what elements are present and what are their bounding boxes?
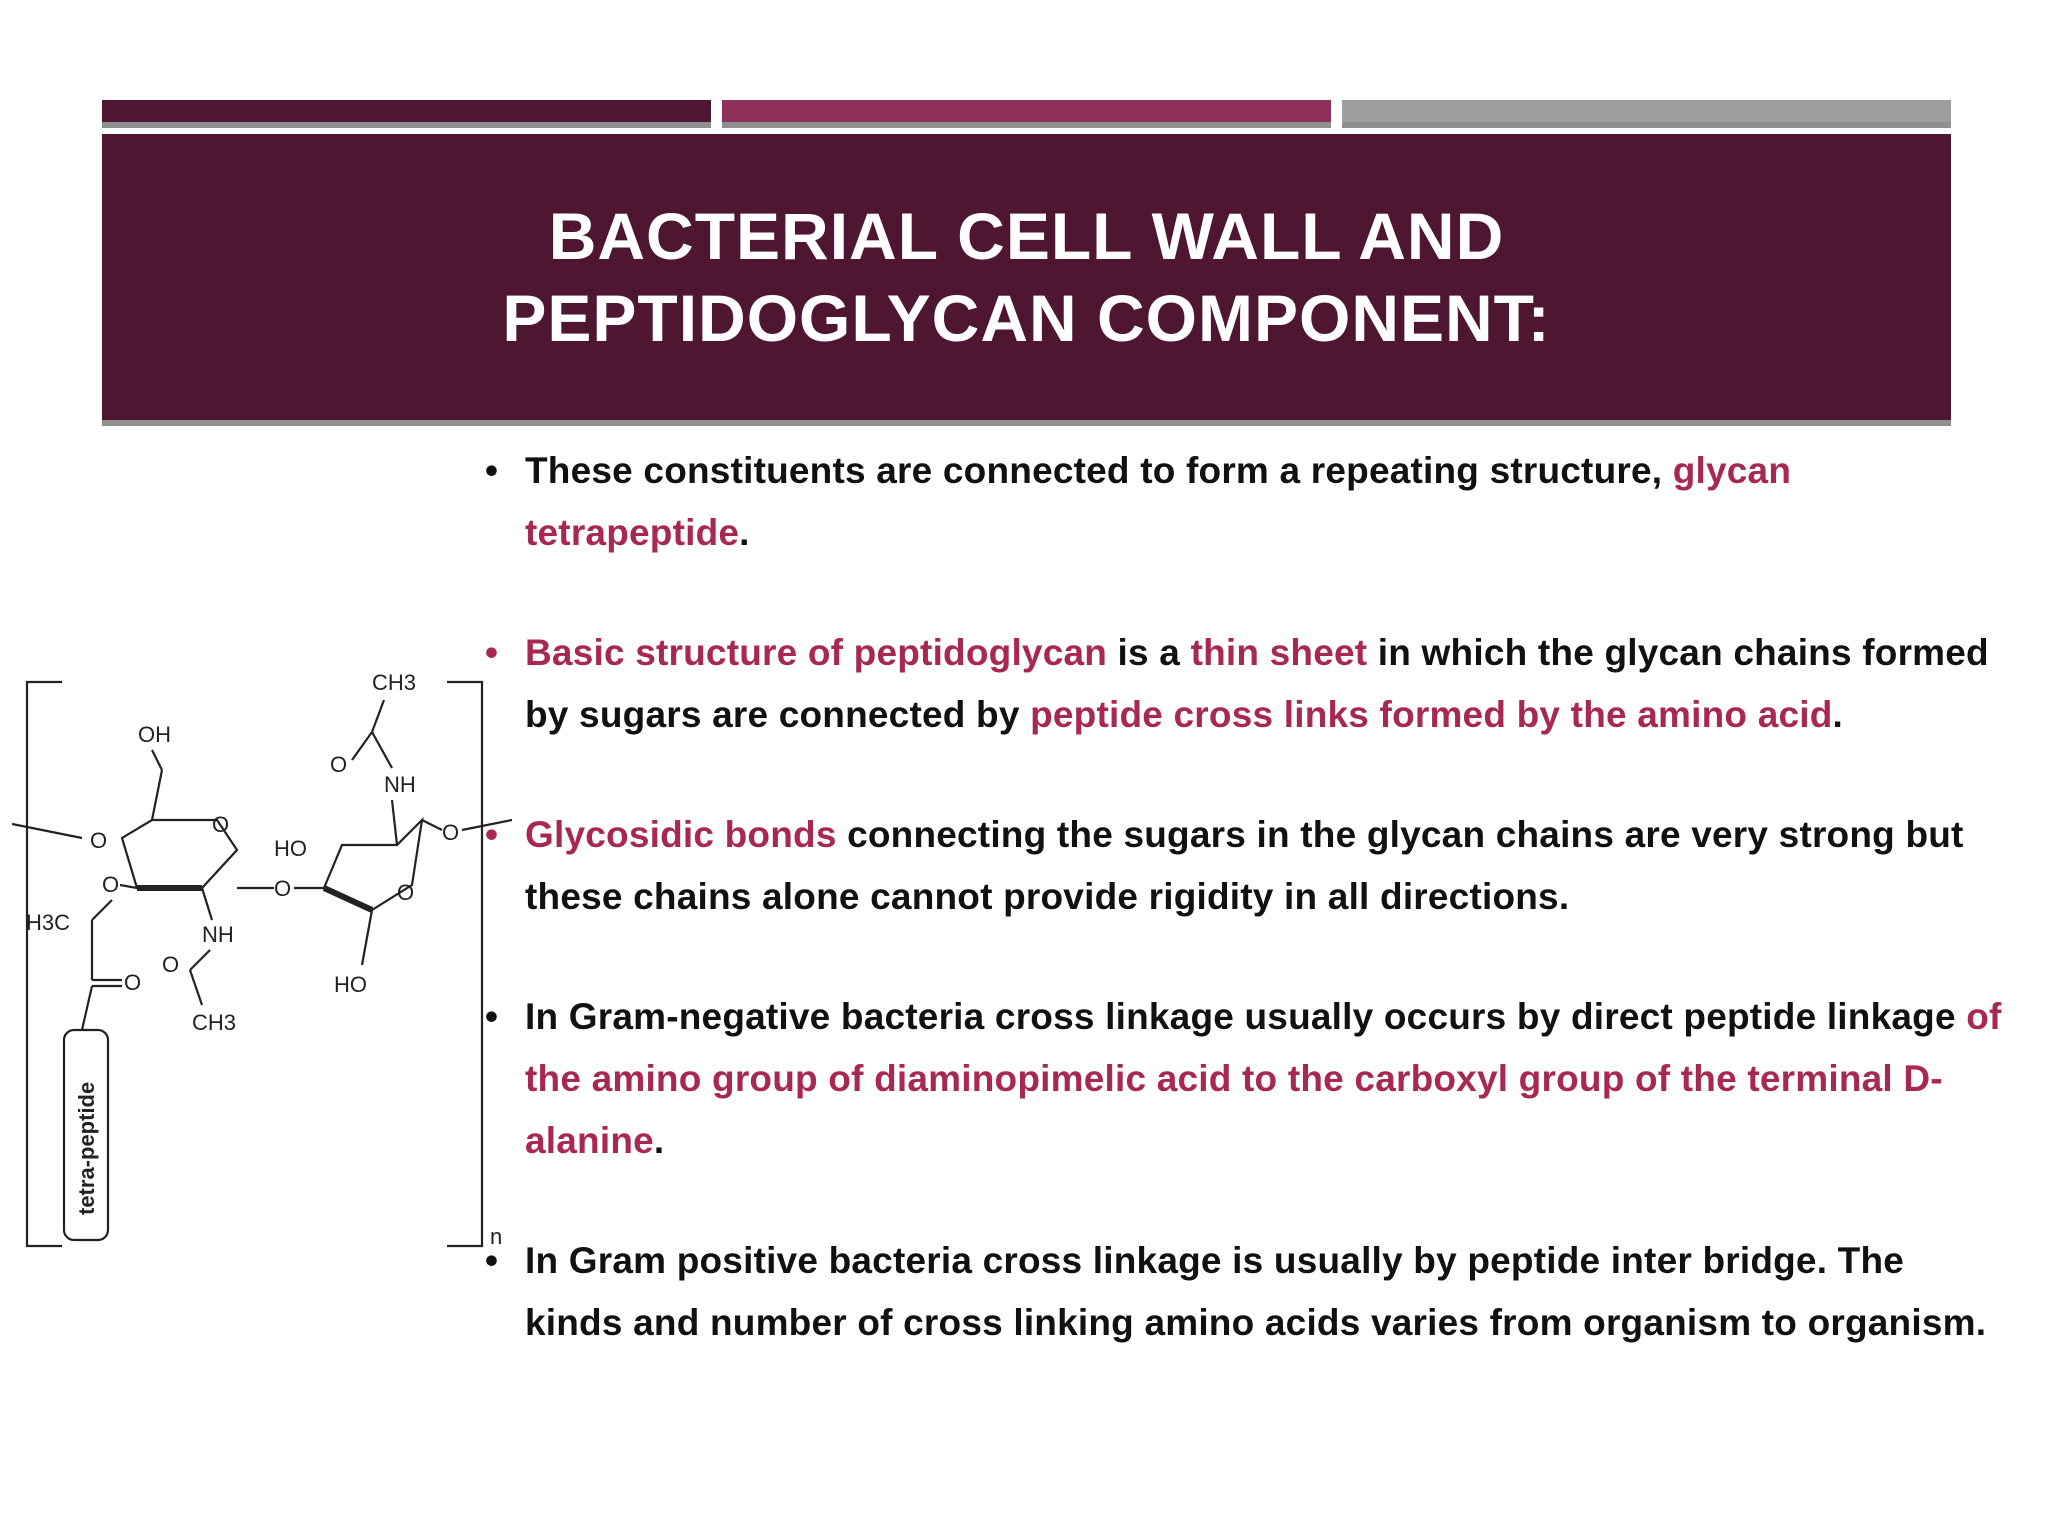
nh-label-top: NH xyxy=(384,772,416,797)
o-label-9: O xyxy=(442,820,460,845)
highlight-run: of the amino group of diaminopimelic acid to the carboxyl group of the terminal D-alanine xyxy=(525,996,2002,1161)
ho-label-bottom: HO xyxy=(334,972,367,997)
o-label-3: O xyxy=(274,876,292,901)
bullet-dot: • xyxy=(485,996,499,1037)
bullet-item-5 xyxy=(485,1230,2005,1354)
h3c-label: H3C xyxy=(26,910,71,935)
bullet-item-2 xyxy=(485,622,2005,746)
ch3-label-top: CH3 xyxy=(372,670,417,695)
run: connecting the sugars in the glycan chains are very strong but these chains alone cannot provide rigidity in all directions. xyxy=(525,814,1964,917)
bullet-item-1 xyxy=(485,440,2005,564)
run: These constituents are connected to form a repeating structure, xyxy=(525,450,1673,491)
run: in which the glycan chains formed by sugars are connected by xyxy=(525,632,1989,735)
accent-bar-dark xyxy=(102,100,711,128)
o-label-4: O xyxy=(102,872,120,897)
bullet-dot: • xyxy=(485,632,499,673)
right-bracket xyxy=(447,682,482,1246)
bullet-item-3 xyxy=(485,804,2005,928)
o-label-5: O xyxy=(124,970,142,995)
bullet-dot: • xyxy=(485,450,499,491)
run: In Gram positive bacteria cross linkage is usually by peptide inter bridge. The kinds and number of cross linking amino acids varies from organism to organism. xyxy=(525,1240,1987,1343)
highlight-run: Glycosidic bonds xyxy=(525,814,837,855)
ho-label-left: HO xyxy=(274,836,307,861)
bullet-item-4 xyxy=(485,986,2005,1172)
o-label-7: O xyxy=(397,880,415,905)
o-label-2: O xyxy=(212,812,230,837)
slide-title-line-1: BACTERIAL CELL WALL AND xyxy=(548,199,1505,273)
accent-bar-grey xyxy=(1342,100,1951,128)
run: . xyxy=(739,512,750,553)
repeat-n-label: n xyxy=(490,1224,503,1249)
tetra-peptide-label: tetra-peptide xyxy=(74,1081,99,1215)
oh-label: OH xyxy=(138,722,171,747)
bullet-dot: • xyxy=(485,1240,499,1281)
title-band xyxy=(102,134,1951,426)
o-label-1: O xyxy=(90,828,108,853)
highlight-run: thin sheet xyxy=(1190,632,1368,673)
o-label-8: O xyxy=(330,752,348,777)
highlight-run: peptide cross links formed by the amino acid xyxy=(1030,694,1833,735)
highlight-run: glycan tetrapeptide xyxy=(525,450,1792,553)
bullet-dot: • xyxy=(485,814,499,855)
highlight-run: Basic structure of peptidoglycan xyxy=(525,632,1108,673)
run: is a xyxy=(1107,632,1191,673)
left-bracket xyxy=(27,682,62,1246)
accent-bar-mid xyxy=(722,100,1331,128)
run: . xyxy=(1832,694,1844,735)
slide-title-line-2: PEPTIDOGLYCAN COMPONENT: xyxy=(502,281,1551,355)
ch3-label-bottom: CH3 xyxy=(192,1010,237,1035)
run: In Gram-negative bacteria cross linkage usually occurs by direct peptide linkage xyxy=(525,996,1967,1037)
nh-label-bottom: NH xyxy=(202,922,234,947)
o-label-6: O xyxy=(162,952,180,977)
bullet-list xyxy=(485,440,2005,1354)
peptidoglycan-structure-diagram xyxy=(12,660,512,1260)
run: . xyxy=(653,1120,665,1161)
